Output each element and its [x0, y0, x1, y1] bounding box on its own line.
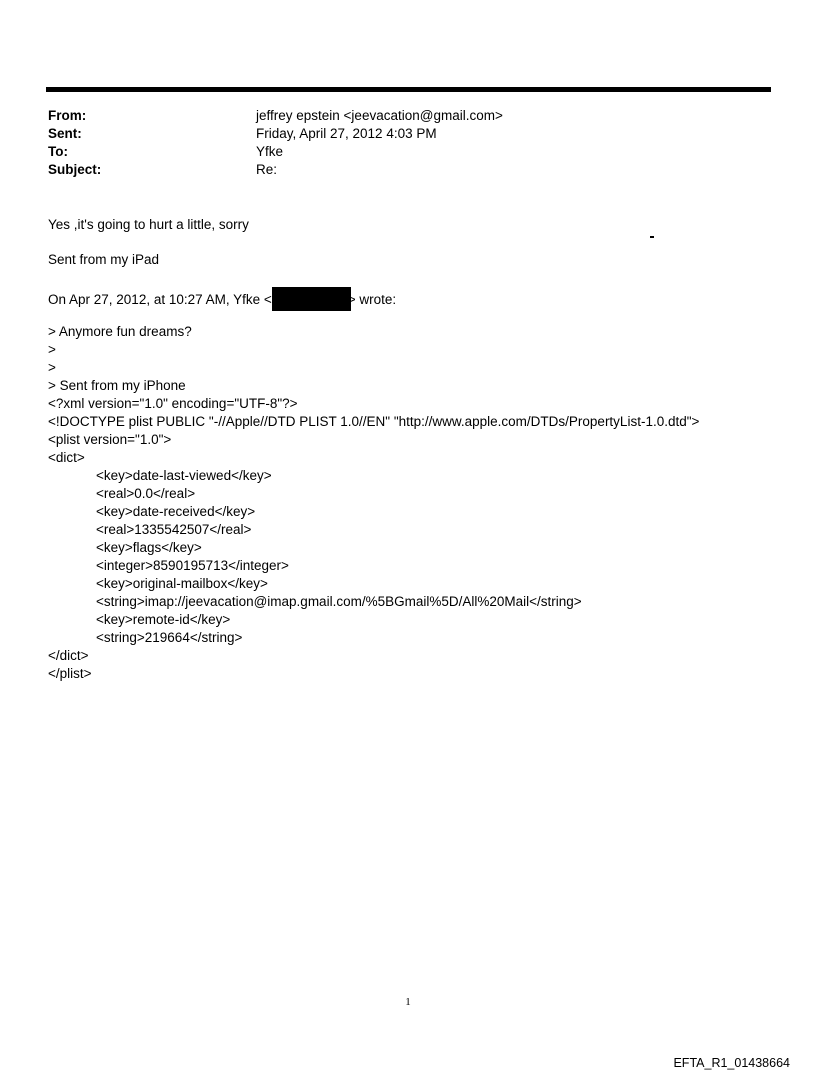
quoted-line: > Anymore fun dreams?: [48, 324, 192, 339]
redaction-block: [272, 287, 351, 311]
xml-line: <!DOCTYPE plist PUBLIC "-//Apple//DTD PLIST 1.0//EN" "http://www.apple.com/DTDs/PropertyList-1.0.dtd">: [48, 414, 700, 429]
stray-mark: [650, 236, 654, 238]
xml-indented-line: <key>date-last-viewed</key>: [96, 468, 272, 483]
sent-label: Sent:: [48, 126, 82, 141]
xml-indented-line: <integer>8590195713</integer>: [96, 558, 289, 573]
xml-indented-line: <key>date-received</key>: [96, 504, 256, 519]
quoted-line: >: [48, 360, 56, 375]
quoted-line: > Sent from my iPhone: [48, 378, 186, 393]
xml-indented-line: <key>original-mailbox</key>: [96, 576, 268, 591]
bates-number: EFTA_R1_01438664: [673, 1056, 790, 1070]
xml-closing-line: </dict>: [48, 648, 89, 663]
quote-intro-before: On Apr 27, 2012, at 10:27 AM, Yfke <: [48, 292, 272, 307]
sent-value: Friday, April 27, 2012 4:03 PM: [256, 126, 437, 141]
quote-intro: [48, 287, 396, 311]
xml-indented-line: <key>flags</key>: [96, 540, 202, 555]
xml-indented-line: <real>1335542507</real>: [96, 522, 252, 537]
quoted-line: >: [48, 342, 56, 357]
xml-indented-line: <string>imap://jeevacation@imap.gmail.com/%5BGmail%5D/All%20Mail</string>: [96, 594, 582, 609]
to-value: Yfke: [256, 144, 284, 159]
xml-indented-line: <string>219664</string>: [96, 630, 243, 645]
to-label: To:: [48, 144, 68, 159]
subject-value: Re:: [256, 162, 278, 177]
xml-indented-line: <real>0.0</real>: [96, 486, 196, 501]
xml-line: <?xml version="1.0" encoding="UTF-8"?>: [48, 396, 298, 411]
xml-line: <dict>: [48, 450, 85, 465]
header-rule: [46, 87, 771, 92]
xml-indented-line: <key>remote-id</key>: [96, 612, 231, 627]
subject-label: Subject:: [48, 162, 102, 177]
reply-text: Yes ,it's going to hurt a little, sorry: [48, 217, 249, 232]
page-number: 1: [405, 996, 411, 1008]
xml-line: <plist version="1.0">: [48, 432, 172, 447]
xml-closing-line: </plist>: [48, 666, 92, 681]
signature-text: Sent from my iPad: [48, 252, 160, 267]
quote-intro-after: > wrote:: [347, 292, 397, 307]
from-label: From:: [48, 108, 87, 123]
from-value: jeffrey epstein <jeevacation@gmail.com>: [256, 108, 503, 123]
